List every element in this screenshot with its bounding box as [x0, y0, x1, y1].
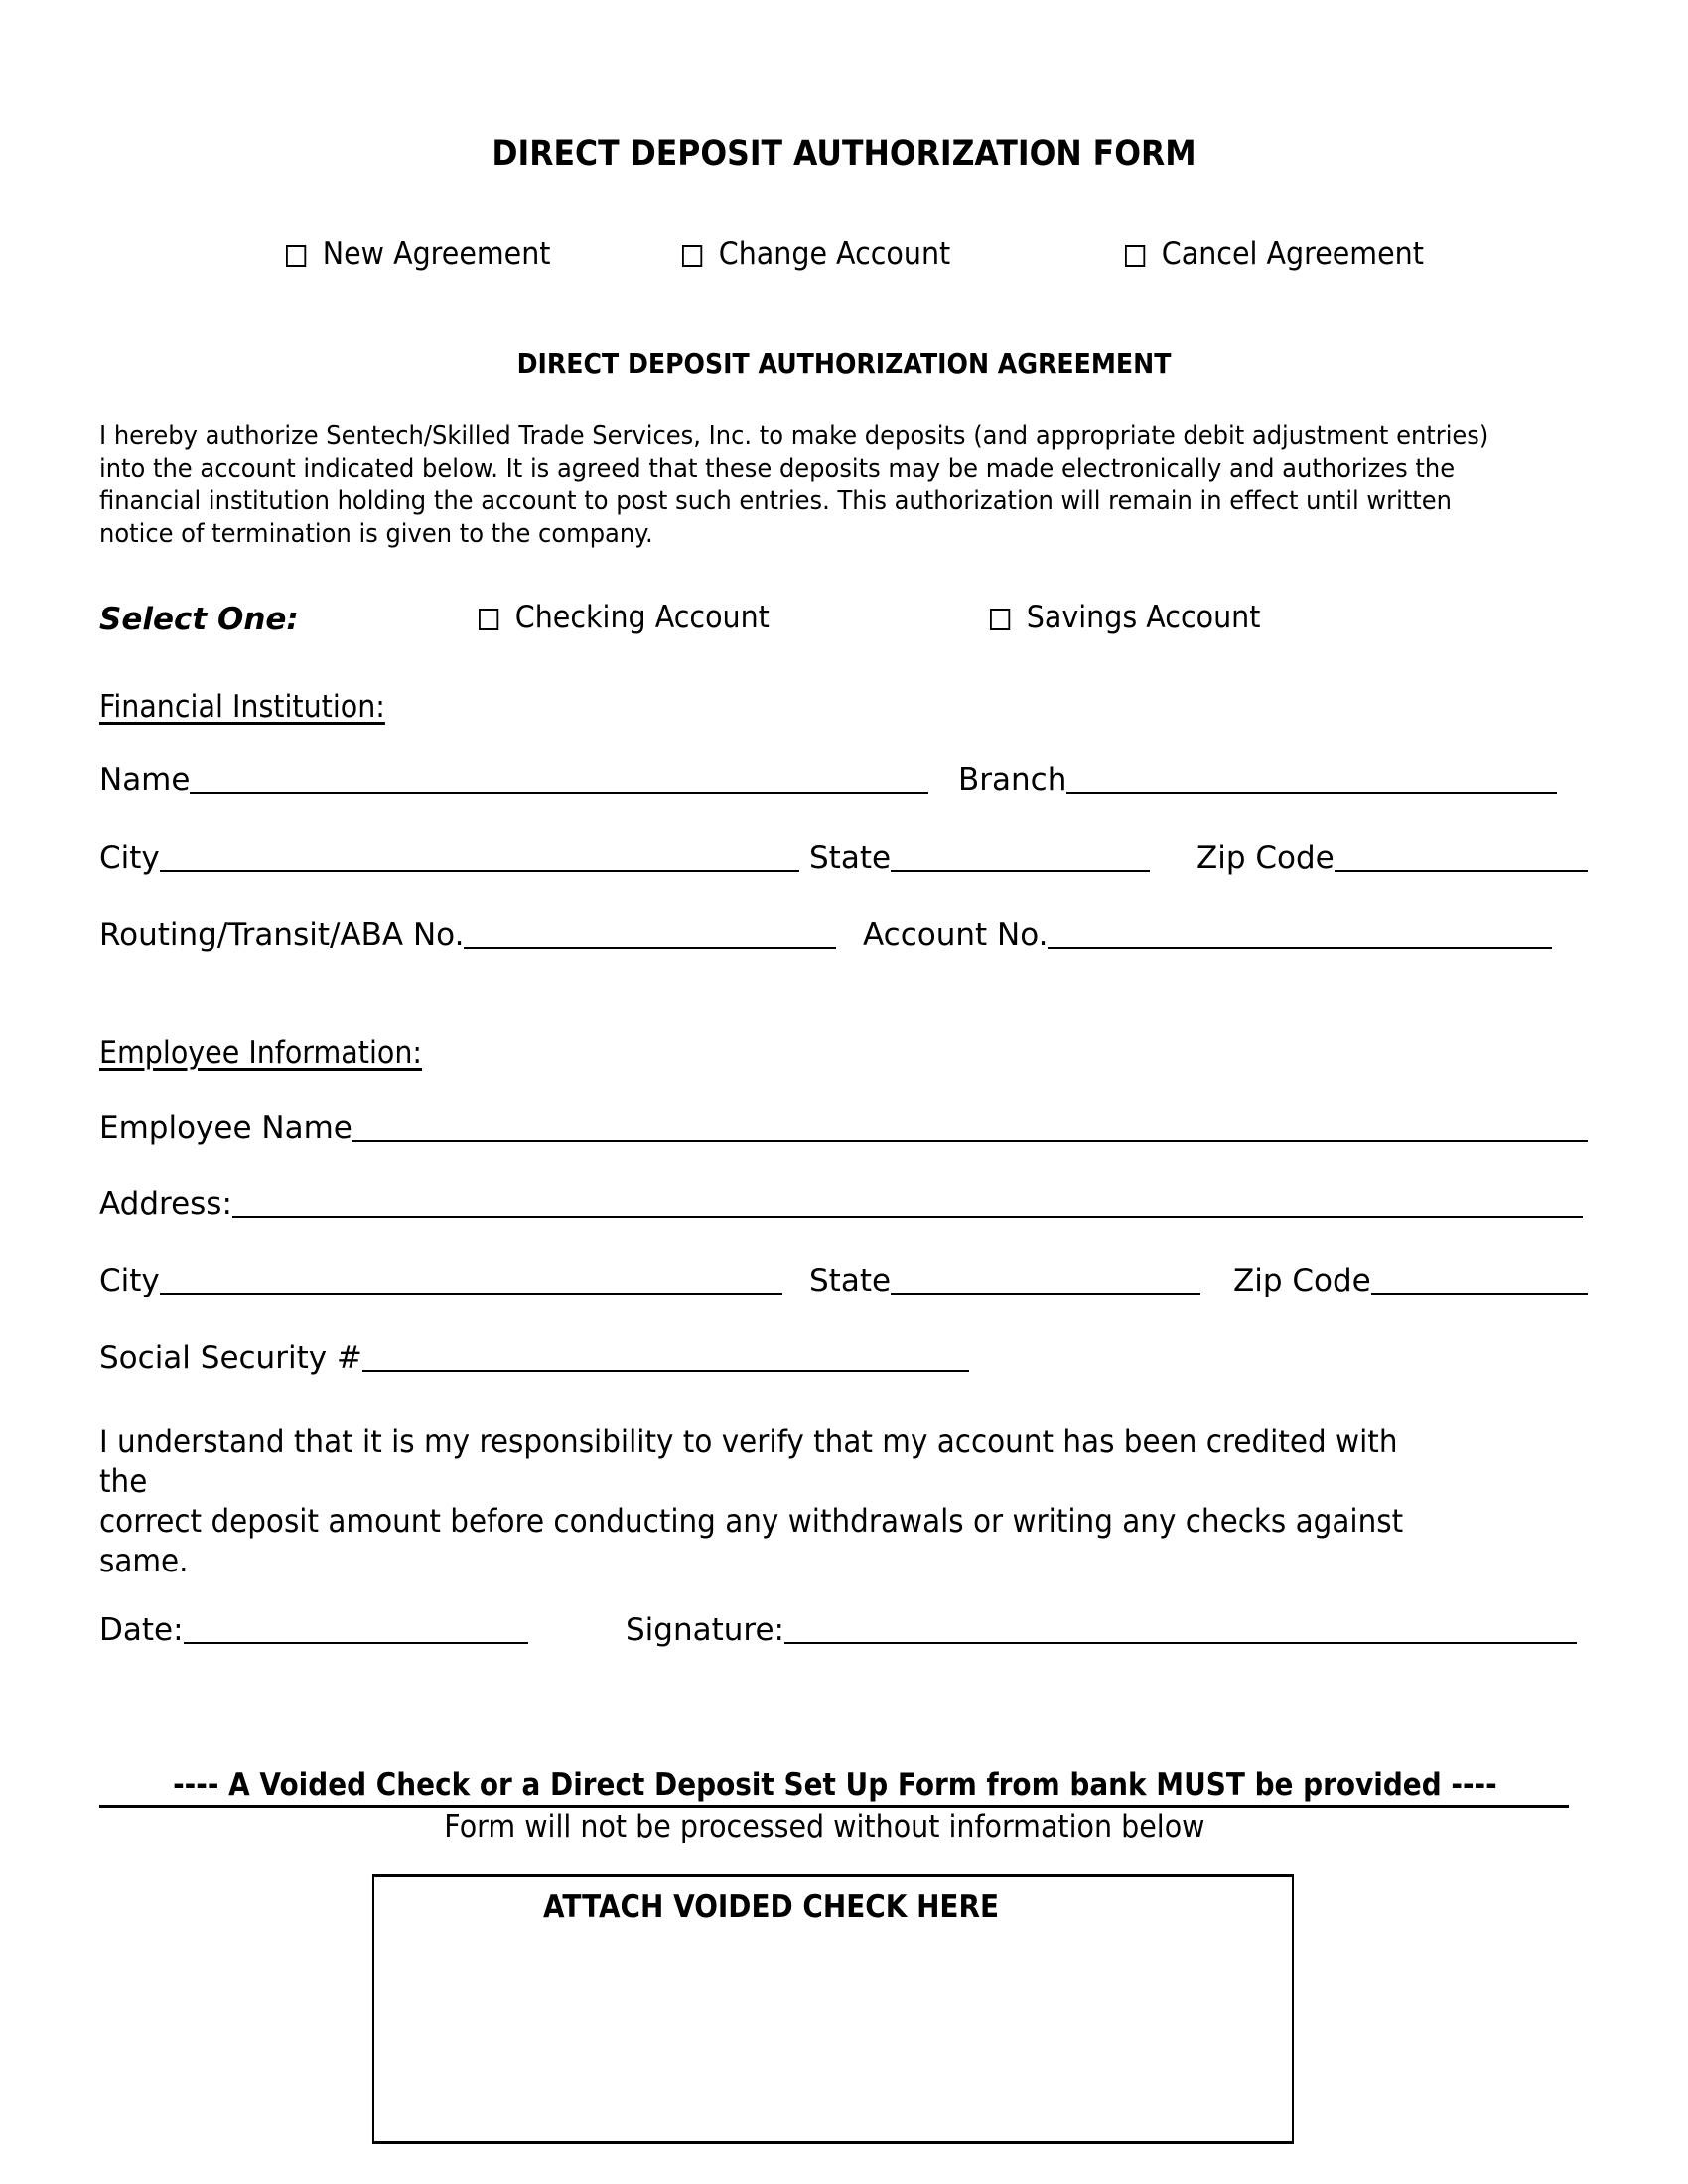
cancel-agreement-label: Cancel Agreement: [1161, 236, 1424, 272]
option-savings-account[interactable]: [990, 600, 1260, 635]
savings-account-label: Savings Account: [1026, 600, 1261, 635]
change-account-checkbox[interactable]: [682, 245, 702, 267]
employee-state-field[interactable]: [809, 1263, 1200, 1298]
signature-input[interactable]: [784, 1616, 1577, 1644]
ssn-label: Social Security #: [99, 1340, 362, 1376]
routing-number-field[interactable]: [99, 917, 836, 953]
employee-zip-label: Zip Code: [1233, 1263, 1371, 1298]
financial-institution-heading: Financial Institution:: [99, 689, 385, 725]
employee-information-heading: Employee Information:: [99, 1035, 423, 1071]
employee-name-field[interactable]: [99, 1110, 1588, 1146]
employee-city-label: City: [99, 1263, 160, 1298]
option-new-agreement[interactable]: [286, 236, 550, 272]
employee-city-input[interactable]: [160, 1267, 782, 1295]
agreement-line: I hereby authorize Sentech/Skilled Trade Services, Inc. to make deposits (and appropriate debit adjustment entries): [99, 421, 1489, 451]
new-agreement-label: New Agreement: [322, 236, 551, 272]
account-number-label: Account No.: [863, 917, 1049, 953]
account-number-input[interactable]: [1048, 921, 1552, 949]
bank-zip-label: Zip Code: [1196, 840, 1335, 876]
acknowledgement-line: I understand that it is my responsibility to verify that my account has been credited with the: [99, 1423, 1398, 1500]
acknowledgement-line: same.: [99, 1542, 189, 1579]
checking-account-checkbox[interactable]: [479, 609, 498, 630]
checking-account-label: Checking Account: [514, 600, 770, 635]
cancel-agreement-checkbox[interactable]: [1125, 245, 1145, 267]
bank-state-label: State: [809, 840, 892, 876]
branch-label: Branch: [958, 762, 1067, 798]
employee-city-field[interactable]: [99, 1263, 782, 1298]
bank-state-input[interactable]: [891, 844, 1150, 872]
processing-note: [0, 1809, 1648, 1844]
branch-field[interactable]: [958, 762, 1557, 798]
bank-city-input[interactable]: [160, 844, 799, 872]
agreement-text: [99, 420, 1503, 551]
ssn-input[interactable]: [362, 1344, 969, 1372]
signature-field[interactable]: [626, 1612, 1577, 1648]
voided-check-attachment-box: [372, 1874, 1294, 2144]
branch-input[interactable]: [1066, 766, 1557, 794]
date-label: Date:: [99, 1612, 184, 1648]
bank-name-label: Name: [99, 762, 191, 798]
employee-name-input[interactable]: [352, 1114, 1588, 1142]
date-input[interactable]: [184, 1616, 528, 1644]
acknowledgement-line: correct deposit amount before conducting any withdrawals or writing any checks against: [99, 1502, 1404, 1540]
new-agreement-checkbox[interactable]: [286, 245, 306, 267]
date-field[interactable]: [99, 1612, 528, 1648]
address-label: Address:: [99, 1186, 232, 1222]
acknowledgement-text: [99, 1422, 1424, 1580]
agreement-line: notice of termination is given to the company.: [99, 519, 653, 549]
bank-name-input[interactable]: [190, 766, 928, 794]
routing-number-input[interactable]: [464, 921, 836, 949]
agreement-line: financial institution holding the account to post such entries. This authorization will remain in effect until written: [99, 486, 1452, 516]
employee-zip-input[interactable]: [1371, 1267, 1588, 1295]
option-checking-account[interactable]: [479, 600, 770, 635]
bank-name-field[interactable]: [99, 762, 928, 798]
bank-zip-input[interactable]: [1335, 844, 1588, 872]
bank-zip-field[interactable]: [1196, 840, 1588, 876]
processing-note-text: Form will not be processed without information below: [443, 1809, 1205, 1844]
ssn-field[interactable]: [99, 1340, 969, 1376]
employee-state-input[interactable]: [891, 1267, 1200, 1295]
account-number-field[interactable]: [863, 917, 1552, 953]
routing-number-label: Routing/Transit/ABA No.: [99, 917, 465, 953]
bank-state-field[interactable]: [809, 840, 1150, 876]
employee-name-label: Employee Name: [99, 1110, 352, 1146]
agreement-heading: DIRECT DEPOSIT AUTHORIZATION AGREEMENT: [516, 347, 1172, 380]
address-input[interactable]: [232, 1190, 1583, 1218]
savings-account-checkbox[interactable]: [990, 609, 1010, 630]
change-account-label: Change Account: [718, 236, 951, 272]
option-cancel-agreement[interactable]: [1125, 236, 1424, 272]
employee-zip-field[interactable]: [1233, 1263, 1588, 1298]
voided-check-notice: [99, 1767, 1569, 1808]
select-one-label: Select One:: [99, 602, 299, 637]
attach-check-label: ATTACH VOIDED CHECK HERE: [543, 1889, 1000, 1925]
agreement-line: into the account indicated below. It is agreed that these deposits may be made electronically and authorizes the: [99, 454, 1456, 483]
voided-check-notice-text: ---- A Voided Check or a Direct Deposit Set Up Form from bank MUST be provided ----: [173, 1767, 1497, 1803]
bank-city-field[interactable]: [99, 840, 799, 876]
signature-label: Signature:: [626, 1612, 784, 1648]
bank-city-label: City: [99, 840, 160, 876]
address-field[interactable]: [99, 1186, 1583, 1222]
form-title: DIRECT DEPOSIT AUTHORIZATION FORM: [492, 134, 1196, 174]
employee-state-label: State: [809, 1263, 892, 1298]
option-change-account[interactable]: [682, 236, 950, 272]
